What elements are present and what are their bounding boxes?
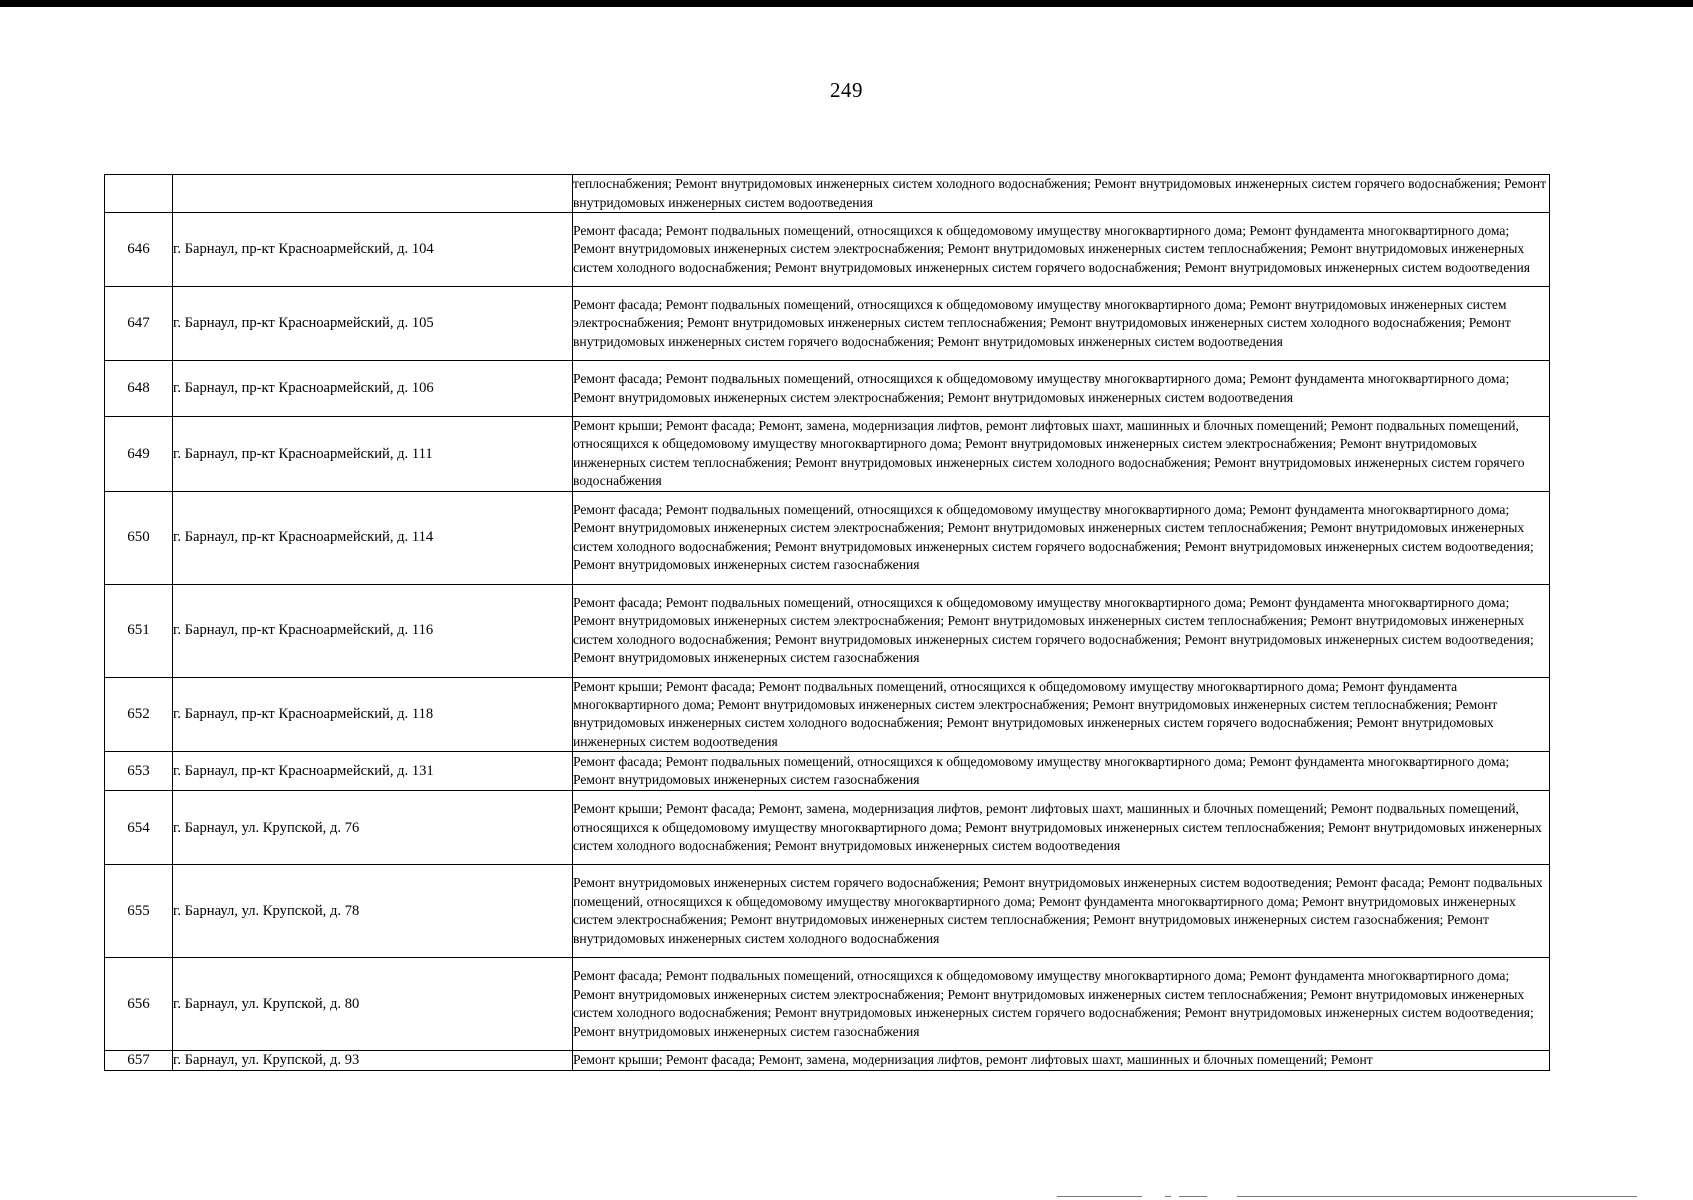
row-address: г. Барнаул, ул. Крупской, д. 80 <box>173 958 573 1051</box>
row-number: 651 <box>105 584 173 677</box>
table-row <box>105 865 1550 958</box>
row-address: г. Барнаул, пр-кт Красноармейский, д. 131 <box>173 752 573 791</box>
row-address: г. Барнаул, ул. Крупской, д. 76 <box>173 791 573 865</box>
row-works: Ремонт фасада; Ремонт подвальных помещений, относящихся к общедомовому имуществу многоквартирного дома; Ремонт фундамента многоквартирного дома; Ремонт внутридомовых инженерных систем электроснабжения; Ремонт внутридомовых инженерных систем теплоснабжения; Ремонт внутридомовых инженерных систем холодного водоснабжения; Ремонт внутридомовых инженерных систем горячего водоснабжения; Ремонт внутридомовых инженерных систем водоотведения <box>573 213 1550 287</box>
row-works: Ремонт крыши; Ремонт фасада; Ремонт подвальных помещений, относящихся к общедомовому имуществу многоквартирного дома; Ремонт фундамента многоквартирного дома; Ремонт внутридомовых инженерных систем электроснабжения; Ремонт внутридомовых инженерных систем теплоснабжения; Ремонт внутридомовых инженерных систем холодного водоснабжения; Ремонт внутридомовых инженерных систем горячего водоснабжения; Ремонт внутридомовых инженерных систем водоотведения <box>573 677 1550 752</box>
table-row <box>105 958 1550 1051</box>
table-row <box>105 175 1550 213</box>
table-row <box>105 584 1550 677</box>
repair-registry-table <box>104 174 1550 1071</box>
table-row <box>105 491 1550 584</box>
row-works: теплоснабжения; Ремонт внутридомовых инженерных систем холодного водоснабжения; Ремонт внутридомовых инженерных систем горячего водоснабжения; Ремонт внутридомовых инженерных систем водоотведения <box>573 175 1550 213</box>
row-address: г. Барнаул, пр-кт Красноармейский, д. 111 <box>173 417 573 492</box>
row-address: г. Барнаул, ул. Крупской, д. 78 <box>173 865 573 958</box>
row-address: г. Барнаул, пр-кт Красноармейский, д. 105 <box>173 287 573 361</box>
row-number: 652 <box>105 677 173 752</box>
row-address: г. Барнаул, пр-кт Красноармейский, д. 118 <box>173 677 573 752</box>
table-row <box>105 417 1550 492</box>
table-row <box>105 677 1550 752</box>
table-row <box>105 287 1550 361</box>
row-works: Ремонт фасада; Ремонт подвальных помещений, относящихся к общедомовому имуществу многоквартирного дома; Ремонт фундамента многоквартирного дома; Ремонт внутридомовых инженерных систем электроснабжения; Ремонт внутридомовых инженерных систем водоотведения <box>573 361 1550 417</box>
row-address: г. Барнаул, пр-кт Красноармейский, д. 104 <box>173 213 573 287</box>
row-works: Ремонт фасада; Ремонт подвальных помещений, относящихся к общедомовому имуществу многоквартирного дома; Ремонт фундамента многоквартирного дома; Ремонт внутридомовых инженерных систем электроснабжения; Ремонт внутридомовых инженерных систем теплоснабжения; Ремонт внутридомовых инженерных систем холодного водоснабжения; Ремонт внутридомовых инженерных систем горячего водоснабжения; Ремонт внутридомовых инженерных систем водоотведения; Ремонт внутридомовых инженерных систем газоснабжения <box>573 491 1550 584</box>
row-address: г. Барнаул, пр-кт Красноармейский, д. 116 <box>173 584 573 677</box>
row-address: г. Барнаул, пр-кт Красноармейский, д. 106 <box>173 361 573 417</box>
table-row <box>105 213 1550 287</box>
row-works: Ремонт крыши; Ремонт фасада; Ремонт, замена, модернизация лифтов, ремонт лифтовых шахт, машинных и блочных помещений; Ремонт подвальных помещений, относящихся к общедомовому имуществу многоквартирного дома; Ремонт внутридомовых инженерных систем электроснабжения; Ремонт внутридомовых инженерных систем теплоснабжения; Ремонт внутридомовых инженерных систем холодного водоснабжения; Ремонт внутридомовых инженерных систем горячего водоснабжения <box>573 417 1550 492</box>
scan-top-border <box>0 0 1693 7</box>
table-row <box>105 752 1550 791</box>
row-number <box>105 175 173 213</box>
page-number: 249 <box>830 78 863 102</box>
row-number: 656 <box>105 958 173 1051</box>
table-row <box>105 791 1550 865</box>
scan-bottom-marks <box>1057 1196 1637 1198</box>
row-number: 653 <box>105 752 173 791</box>
row-number: 649 <box>105 417 173 492</box>
row-number: 648 <box>105 361 173 417</box>
row-works: Ремонт крыши; Ремонт фасада; Ремонт, замена, модернизация лифтов, ремонт лифтовых шахт, машинных и блочных помещений; Ремонт <box>573 1051 1550 1070</box>
table-row <box>105 1051 1550 1070</box>
row-address: г. Барнаул, пр-кт Красноармейский, д. 114 <box>173 491 573 584</box>
row-address <box>173 175 573 213</box>
row-works: Ремонт фасада; Ремонт подвальных помещений, относящихся к общедомовому имуществу многоквартирного дома; Ремонт фундамента многоквартирного дома; Ремонт внутридомовых инженерных систем электроснабжения; Ремонт внутридомовых инженерных систем теплоснабжения; Ремонт внутридомовых инженерных систем холодного водоснабжения; Ремонт внутридомовых инженерных систем горячего водоснабжения; Ремонт внутридомовых инженерных систем водоотведения; Ремонт внутридомовых инженерных систем газоснабжения <box>573 958 1550 1051</box>
row-works: Ремонт фасада; Ремонт подвальных помещений, относящихся к общедомовому имуществу многоквартирного дома; Ремонт фундамента многоквартирного дома; Ремонт внутридомовых инженерных систем газоснабжения <box>573 752 1550 791</box>
row-number: 646 <box>105 213 173 287</box>
row-works: Ремонт фасада; Ремонт подвальных помещений, относящихся к общедомовому имуществу многоквартирного дома; Ремонт фундамента многоквартирного дома; Ремонт внутридомовых инженерных систем электроснабжения; Ремонт внутридомовых инженерных систем теплоснабжения; Ремонт внутридомовых инженерных систем холодного водоснабжения; Ремонт внутридомовых инженерных систем горячего водоснабжения; Ремонт внутридомовых инженерных систем водоотведения; Ремонт внутридомовых инженерных систем газоснабжения <box>573 584 1550 677</box>
row-address: г. Барнаул, ул. Крупской, д. 93 <box>173 1051 573 1070</box>
row-works: Ремонт внутридомовых инженерных систем горячего водоснабжения; Ремонт внутридомовых инженерных систем водоотведения; Ремонт фасада; Ремонт подвальных помещений, относящихся к общедомовому имуществу многоквартирного дома; Ремонт фундамента многоквартирного дома; Ремонт внутридомовых инженерных систем электроснабжения; Ремонт внутридомовых инженерных систем теплоснабжения; Ремонт внутридомовых инженерных систем газоснабжения; Ремонт внутридомовых инженерных систем холодного водоснабжения <box>573 865 1550 958</box>
row-works: Ремонт крыши; Ремонт фасада; Ремонт, замена, модернизация лифтов, ремонт лифтовых шахт, машинных и блочных помещений; Ремонт подвальных помещений, относящихся к общедомовому имуществу многоквартирного дома; Ремонт внутридомовых инженерных систем теплоснабжения; Ремонт внутридомовых инженерных систем холодного водоснабжения; Ремонт внутридомовых инженерных систем водоотведения <box>573 791 1550 865</box>
row-number: 655 <box>105 865 173 958</box>
row-number: 650 <box>105 491 173 584</box>
row-number: 654 <box>105 791 173 865</box>
row-number: 657 <box>105 1051 173 1070</box>
row-number: 647 <box>105 287 173 361</box>
row-works: Ремонт фасада; Ремонт подвальных помещений, относящихся к общедомовому имуществу многоквартирного дома; Ремонт внутридомовых инженерных систем электроснабжения; Ремонт внутридомовых инженерных систем теплоснабжения; Ремонт внутридомовых инженерных систем холодного водоснабжения; Ремонт внутридомовых инженерных систем горячего водоснабжения; Ремонт внутридомовых инженерных систем водоотведения <box>573 287 1550 361</box>
table-row <box>105 361 1550 417</box>
